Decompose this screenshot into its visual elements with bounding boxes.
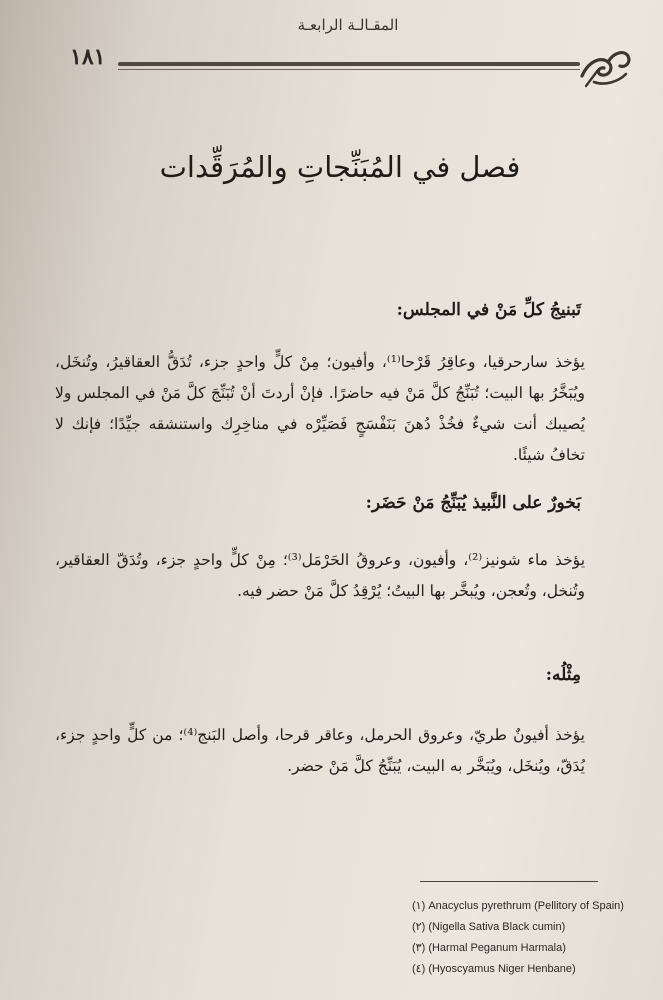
footnote: (٤) (Hyoscyamus Niger Henbane) [412,963,576,975]
chapter-title: فصل في المُبَنِّجاتِ والمُرَقِّدات [159,150,521,184]
section-heading: تَبنيجُ كلِّ مَنْ في المجلس: [396,300,581,320]
header-rule [118,62,580,66]
footnote: (١) Anacyclus pyrethrum (Pellitory of Spain) [412,900,624,912]
header-rule-thin [118,69,580,70]
running-head: المقـالـة الرابعـة [297,16,399,34]
footnote-rule [420,881,598,882]
footnotes [412,896,642,980]
section-paragraph: يؤخذ ماء شونيز⁽²⁾، وأفيون، وعروقُ الحَرْمَل⁽³⁾؛ مِنْ كلٍّ واحدٍ جزء، وتُدَقّ العقاقير، وتُنخل، وتُعجن، ويُبخَّر بها البيتُ؛ يُرْقِدُ كلَّ مَنْ حضر فيه. [55,551,586,600]
page-number: ١٨١ [70,44,106,70]
footnote: (٢) (Nigella Sativa Black cumin) [412,921,566,933]
section-paragraph: يؤخذ أفيونٌ طريّ، وعروق الحرمل، وعاقر قرحا، وأصل البَنج⁽⁴⁾؛ من كلٍّ واحدٍ جزء، يُدَقّ، ويُنخَل، ويُبَخَّر به البيت، يُبَنِّجُ كلَّ مَنْ حضر. [55,726,585,775]
section-heading: مِثْلُه: [545,665,581,685]
footnote: (٣) (Harmal Peganum Harmala) [412,942,566,954]
section-heading: بَخورٌ على النَّبيذ يُبَنِّجُ مَنْ حَضَر: [365,493,581,513]
section-paragraph: يؤخذ سارحرقيا، وعاقِرُ قَرْحا⁽¹⁾، وأفيون؛ مِنْ كلٍّ واحدٍ جزء، تُدَقُّ العقاقيرُ، وتُنخَل، ويُبَخَّرُ بها البيت؛ تُبَنِّجُ كلَّ مَنْ فيه حاضرًا. فإنْ أردتَ أنْ تُبَنِّجَ كلَّ مَنْ في المجلس ولا يُصيبك أنت شيءٌ فخُذْ دُهنَ بَنَفْسَجٍ فَصَيِّرْه في مناخِرِك واستنشقه جيِّدًا؛ فإنك لا تخافُ شيئًا. [55,353,585,464]
ornament-icon [574,42,634,92]
